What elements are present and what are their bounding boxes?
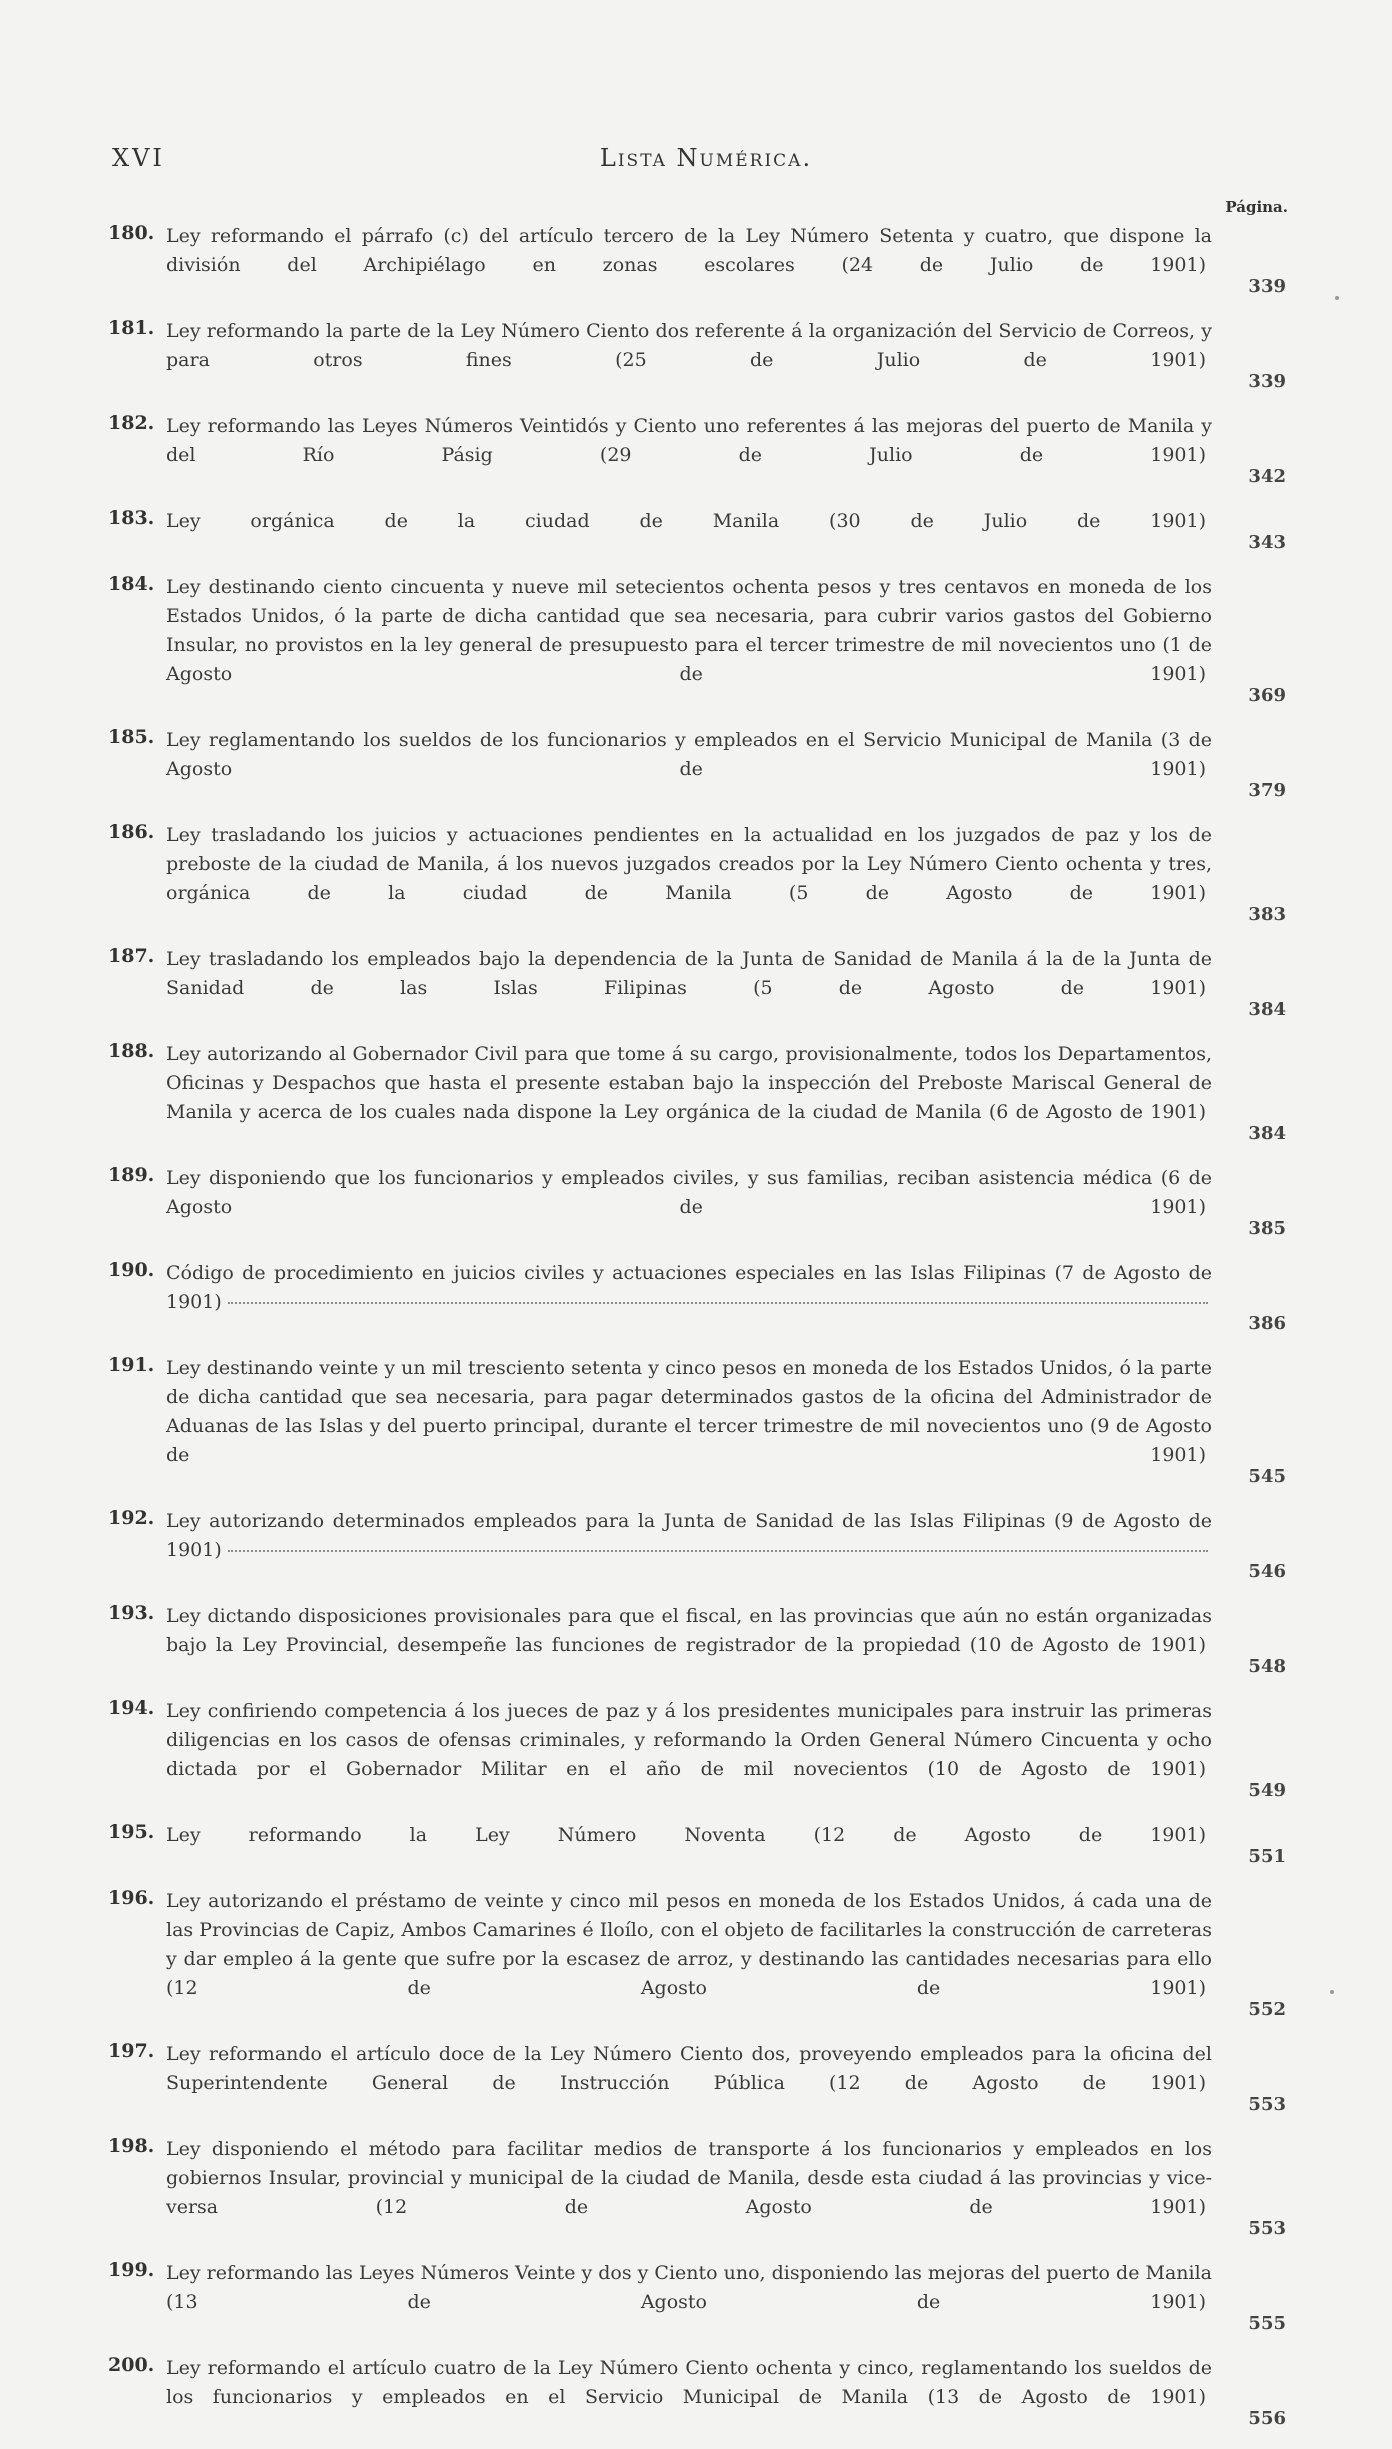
list-item <box>108 507 1286 565</box>
entry-number: 191. <box>108 1354 155 1376</box>
list-item <box>108 1259 1286 1346</box>
entry-page-number: 386 <box>1248 1313 1286 1334</box>
list-item <box>108 317 1286 404</box>
list-item <box>108 412 1286 499</box>
entry-number: 180. <box>108 222 155 244</box>
entry-description: Ley reformando las Leyes Números Veintidós y Ciento uno referentes á las mejoras del puerto de Manila y del Río Pásig (29 de Julio de 1901) <box>166 415 1212 466</box>
entry-description: Código de procedimiento en juicios civiles y actuaciones especiales en las Islas Filipinas (7 de Agosto de 1901) <box>166 1262 1212 1313</box>
entry-page-number: 384 <box>1248 999 1286 1020</box>
list-item <box>108 573 1286 718</box>
entry-page-number: 342 <box>1248 466 1286 487</box>
entry-number: 189. <box>108 1164 155 1186</box>
entry-number: 186. <box>108 821 155 843</box>
entry-text <box>166 1164 1212 1251</box>
entry-description: Ley reformando el artículo doce de la Ley Número Ciento dos, proveyendo empleados para la oficina del Superintendente General de Instrucción Pública (12 de Agosto de 1901) <box>166 2043 1212 2094</box>
dot-leader <box>228 1302 1208 1304</box>
list-item <box>108 1507 1286 1594</box>
list-item <box>108 222 1286 309</box>
entry-page-number: 551 <box>1248 1846 1286 1867</box>
entry-number: 192. <box>108 1507 155 1529</box>
entry-description: Ley reformando la Ley Número Noventa (12 de Agosto de 1901) <box>166 1824 1206 1846</box>
entry-number: 181. <box>108 317 155 339</box>
entry-page-number: 553 <box>1248 2218 1286 2239</box>
entry-text <box>166 945 1212 1032</box>
list-item <box>108 2354 1286 2441</box>
entry-number: 195. <box>108 1821 155 1843</box>
entry-description: Ley trasladando los empleados bajo la dependencia de la Junta de Sanidad de Manila á la de la Junta de Sanidad de las Islas Filipinas (5 de Agosto de 1901) <box>166 948 1212 999</box>
entry-text <box>166 2354 1212 2441</box>
entry-list <box>108 222 1286 2449</box>
entry-description: Ley reformando las Leyes Números Veinte y dos y Ciento uno, disponiendo las mejoras del puerto de Manila (13 de Agosto de 1901) <box>166 2262 1212 2313</box>
entry-number: 200. <box>108 2354 155 2376</box>
entry-text <box>166 2135 1212 2251</box>
entry-text <box>166 2259 1212 2346</box>
entry-description: Ley confiriendo competencia á los jueces de paz y á los presidentes municipales para instruir las primeras diligencias en los casos de ofensas criminales, y reformando la Orden General Número Cincuenta y ocho dictada por el Gobernador Militar en el año de mil novecientos (10 de Agosto de 1901) <box>166 1700 1212 1780</box>
entry-number: 196. <box>108 1887 155 1909</box>
entry-description: Ley disponiendo que los funcionarios y empleados civiles, y sus familias, reciban asistencia médica (6 de Agosto de 1901) <box>166 1167 1212 1218</box>
entry-number: 197. <box>108 2040 155 2062</box>
entry-text <box>166 222 1212 309</box>
entry-description: Ley destinando ciento cincuenta y nueve mil setecientos ochenta pesos y tres centavos en moneda de los Estados Unidos, ó la parte de dicha cantidad que sea necesaria, para cubrir varios gastos del Gobierno Insular, no provistos en la ley general de presupuesto para el tercer trimestre de mil novecientos uno (1 de Agosto de 1901) <box>166 576 1212 685</box>
list-item <box>108 1164 1286 1251</box>
entry-page-number: 343 <box>1248 532 1286 553</box>
entry-description: Ley reglamentando los sueldos de los funcionarios y empleados en el Servicio Municipal de Manila (3 de Agosto de 1901) <box>166 729 1212 780</box>
dot-leader <box>228 1550 1208 1552</box>
entry-page-number: 384 <box>1248 1123 1286 1144</box>
list-item <box>108 945 1286 1032</box>
entry-text <box>166 726 1212 813</box>
entry-page-number: 383 <box>1248 904 1286 925</box>
entry-description: Ley autorizando al Gobernador Civil para que tome á su cargo, provisionalmente, todos los Departamentos, Oficinas y Despachos que hasta el presente estaban bajo la inspección del Preboste Mariscal General de Manila y acerca de los cuales nada dispone la Ley orgánica de la ciudad de Manila (6 de Agosto de 1901) <box>166 1043 1212 1123</box>
entry-number: 198. <box>108 2135 155 2157</box>
entry-page-number: 546 <box>1248 1561 1286 1582</box>
page-column-heading: Página. <box>1225 198 1288 216</box>
entry-page-number: 339 <box>1248 276 1286 297</box>
entry-description: Ley reformando el párrafo (c) del artículo tercero de la Ley Número Setenta y cuatro, que dispone la división del Archipiélago en zonas escolares (24 de Julio de 1901) <box>166 225 1212 276</box>
entry-text <box>166 1887 1212 2032</box>
entry-description: Ley trasladando los juicios y actuaciones pendientes en la actualidad en los juzgados de paz y los de preboste de la ciudad de Manila, á los nuevos juzgados creados por la Ley Número Ciento ochenta y tres, orgánica de la ciudad de Manila (5 de Agosto de 1901) <box>166 824 1212 904</box>
entry-description: Ley destinando veinte y un mil tresciento setenta y cinco pesos en moneda de los Estados Unidos, ó la parte de dicha cantidad que sea necesaria, para pagar determinados gastos de la oficina del Administrador de Aduanas de las Islas y del puerto principal, durante el tercer trimestre de mil novecientos uno (9 de Agosto de 1901) <box>166 1357 1212 1466</box>
entry-description: Ley reformando el artículo cuatro de la Ley Número Ciento ochenta y cinco, reglamentando los sueldos de los funcionarios y empleados en el Servicio Municipal de Manila (13 de Agosto de 1901) <box>166 2357 1212 2408</box>
entry-page-number: 549 <box>1248 1780 1286 1801</box>
list-item <box>108 1697 1286 1813</box>
entry-text <box>166 412 1212 499</box>
list-item <box>108 1602 1286 1689</box>
entry-page-number: 552 <box>1248 1999 1286 2020</box>
entry-number: 188. <box>108 1040 155 1062</box>
entry-number: 185. <box>108 726 155 748</box>
entry-text <box>166 1507 1212 1594</box>
entry-text <box>166 1602 1212 1689</box>
entry-description: Ley reformando la parte de la Ley Número Ciento dos referente á la organización del Servicio de Correos, y para otros fines (25 de Julio de 1901) <box>166 320 1212 371</box>
list-item <box>108 2259 1286 2346</box>
scan-speck <box>1330 1990 1334 1994</box>
list-item <box>108 1040 1286 1156</box>
entry-page-number: 379 <box>1248 780 1286 801</box>
entry-page-number: 553 <box>1248 2094 1286 2115</box>
entry-text <box>166 1821 1212 1879</box>
page-title: Lista Numérica. <box>599 144 813 172</box>
list-item <box>108 2135 1286 2251</box>
entry-description: Ley autorizando el préstamo de veinte y cinco mil pesos en moneda de los Estados Unidos, á cada una de las Provincias de Capiz, Ambos Camarines é Iloílo, con el objeto de facilitarles la construcción de carreteras y dar empleo á la gente que sufre por la escasez de arroz, y destinando las cantidades necesarias para ello (12 de Agosto de 1901) <box>166 1890 1212 1999</box>
list-item <box>108 1887 1286 2032</box>
entry-text <box>166 1697 1212 1813</box>
page-number: XVI <box>112 144 165 172</box>
entry-description: Ley dictando disposiciones provisionales para que el fiscal, en las provincias que aún no están organizadas bajo la Ley Provincial, desempeñe las funciones de registrador de la propiedad (10 de Agosto de 1901) <box>166 1605 1212 1656</box>
entry-text <box>166 573 1212 718</box>
entry-page-number: 545 <box>1248 1466 1286 1487</box>
entry-description: Ley autorizando determinados empleados para la Junta de Sanidad de las Islas Filipinas (9 de Agosto de 1901) <box>166 1510 1212 1561</box>
list-item <box>108 1821 1286 1879</box>
entry-text <box>166 317 1212 404</box>
entry-page-number: 556 <box>1248 2408 1286 2429</box>
entry-number: 183. <box>108 507 155 529</box>
entry-text <box>166 821 1212 937</box>
entry-page-number: 385 <box>1248 1218 1286 1239</box>
entry-number: 199. <box>108 2259 155 2281</box>
page-header <box>112 144 1300 184</box>
entry-text <box>166 1259 1212 1346</box>
entry-number: 182. <box>108 412 155 434</box>
list-item <box>108 821 1286 937</box>
entry-page-number: 339 <box>1248 371 1286 392</box>
entry-page-number: 555 <box>1248 2313 1286 2334</box>
entry-text <box>166 1040 1212 1156</box>
entry-page-number: 369 <box>1248 685 1286 706</box>
list-item <box>108 726 1286 813</box>
entry-number: 190. <box>108 1259 155 1281</box>
list-item <box>108 1354 1286 1499</box>
entry-description: Ley orgánica de la ciudad de Manila (30 de Julio de 1901) <box>166 510 1206 532</box>
entry-text <box>166 1354 1212 1499</box>
scan-speck <box>1335 296 1339 300</box>
entry-text <box>166 2040 1212 2127</box>
entry-number: 184. <box>108 573 155 595</box>
entry-number: 187. <box>108 945 155 967</box>
entry-number: 193. <box>108 1602 155 1624</box>
entry-description: Ley disponiendo el método para facilitar medios de transporte á los funcionarios y empleados en los gobiernos Insular, provincial y municipal de la ciudad de Manila, desde esta ciudad á las provincias y vice-versa (12 de Agosto de 1901) <box>166 2138 1212 2218</box>
list-item <box>108 2040 1286 2127</box>
entry-text <box>166 507 1212 565</box>
entry-page-number: 548 <box>1248 1656 1286 1677</box>
entry-number: 194. <box>108 1697 155 1719</box>
